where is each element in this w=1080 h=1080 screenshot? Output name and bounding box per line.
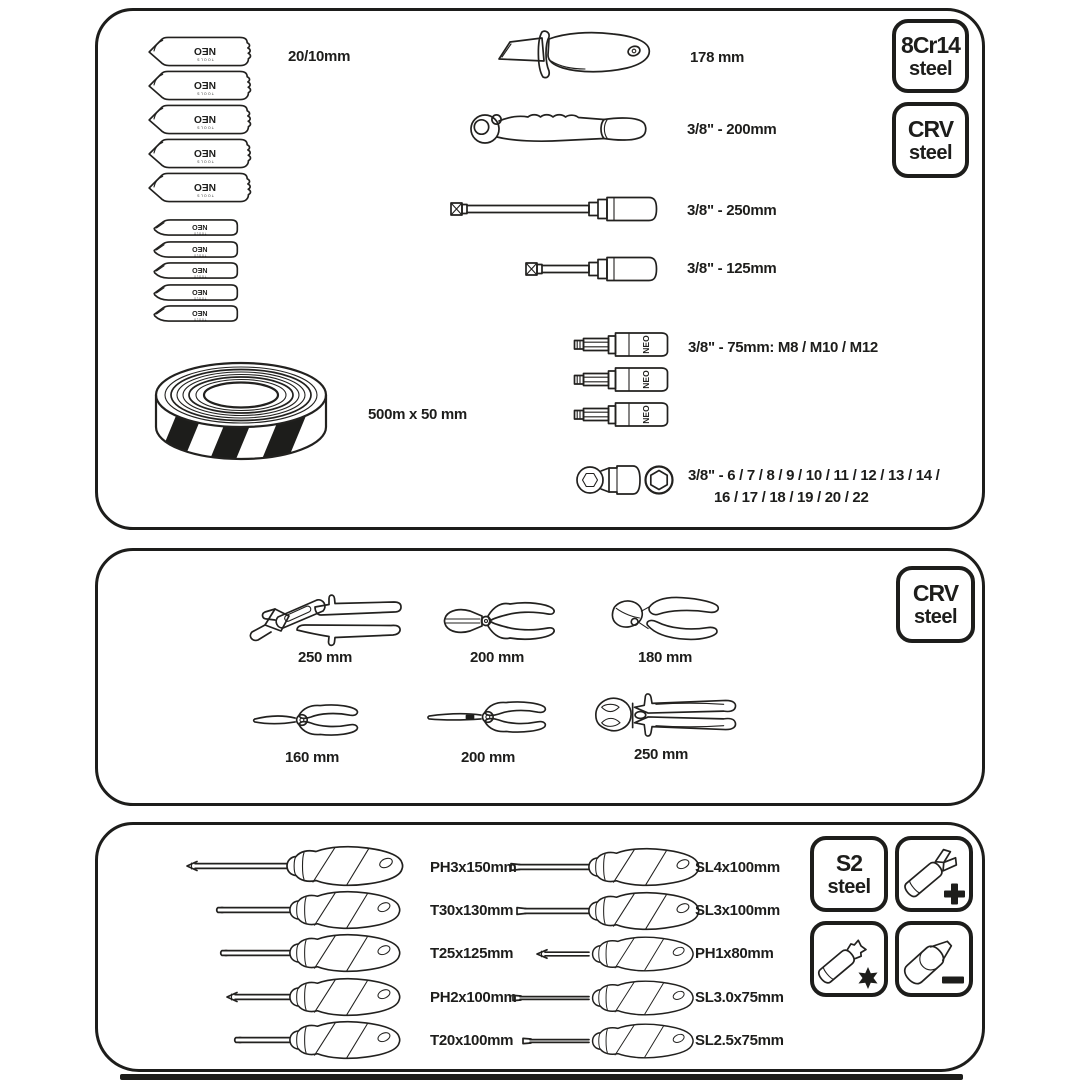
badge-line2: steel (827, 875, 871, 898)
screwdriver-t30-illustration (185, 887, 405, 933)
badge-line2: steel (908, 57, 953, 80)
screwdriver-size-label: T25x125mm (430, 945, 514, 962)
phillips-bit-badge (895, 836, 973, 912)
screwdriver-size-label: T20x100mm (430, 1032, 514, 1049)
pliers-size-label: 200 mm (460, 749, 516, 766)
screwdriver-size-label: SL3.0x75mm (695, 989, 784, 1006)
badge-line1: 8Cr14 (901, 31, 960, 58)
panel-pliers (95, 548, 985, 806)
steel-badge-8cr14 (892, 19, 969, 93)
extension-bar-125-illustration (523, 252, 663, 286)
extension-bar-250-illustration (448, 192, 663, 226)
torx-bit-badge (810, 921, 888, 997)
combination-pliers-illustration (440, 592, 560, 648)
screwdriver-size-label: SL3x100mm (695, 902, 780, 919)
bit-sockets-size-label: 3/8" - 75mm: M8 / M10 / M12 (688, 339, 878, 356)
slotted-bit-icon (900, 925, 968, 993)
pliers-size-label: 250 mm (297, 649, 353, 666)
screwdriver-ph2-illustration (185, 974, 405, 1020)
snap-off-blade-small-4 (150, 283, 242, 302)
long-nose-pliers-200-illustration (424, 690, 569, 744)
pliers-size-label: 250 mm (633, 746, 689, 763)
long-nose-pliers-illustration (250, 694, 375, 746)
steel-badge-crv-top (892, 102, 969, 178)
screwdriver-sl3-illustration (505, 888, 705, 934)
tape-size-label: 500m x 50 mm (368, 406, 467, 423)
screwdriver-ph3-illustration (185, 843, 405, 889)
screwdriver-t25-illustration (185, 930, 405, 976)
blades-size-label: 20/10mm (288, 48, 351, 65)
warning-tape-illustration (148, 356, 334, 466)
bit-socket-m12-illustration (572, 399, 672, 430)
socket-sizes-label-line1: 3/8" - 6 / 7 / 8 / 9 / 10 / 11 / 12 / 13 / 14 / (688, 467, 940, 484)
badge-line1: CRV (912, 580, 959, 606)
cable-knife-illustration (495, 28, 660, 80)
screwdriver-size-label: PH3x150mm (430, 859, 517, 876)
snap-off-blade-small-2 (150, 240, 242, 259)
snap-off-blade-small-5 (150, 304, 242, 323)
knife-size-label: 178 mm (690, 49, 745, 66)
screwdriver-sl4-illustration (505, 844, 705, 890)
snap-off-blade-large-4 (145, 137, 261, 170)
snap-off-blade-large-3 (145, 103, 261, 136)
slotted-bit-badge (895, 921, 973, 997)
bit-socket-m10-illustration (572, 364, 672, 395)
ratchet-illustration (468, 104, 653, 152)
screwdriver-sl25-illustration (505, 1018, 705, 1064)
footer-bar (120, 1074, 963, 1080)
extension-125-size-label: 3/8" - 125mm (687, 260, 777, 277)
diagonal-cutters-illustration (604, 588, 731, 646)
extension-250-size-label: 3/8" - 250mm (687, 202, 777, 219)
snap-off-blade-large-1 (145, 35, 261, 68)
screwdriver-size-label: SL4x100mm (695, 859, 780, 876)
steel-badge-crv-middle (896, 566, 975, 643)
pliers-size-label: 180 mm (637, 649, 693, 666)
screwdriver-size-label: T30x130mm (430, 902, 514, 919)
badge-line1: CRV (907, 115, 954, 142)
steel-badge-s2 (810, 836, 888, 912)
badge-line1: S2 (835, 849, 863, 876)
snap-off-blade-large-5 (145, 171, 261, 204)
screwdriver-size-label: PH1x80mm (695, 945, 774, 962)
torx-bit-icon (815, 925, 883, 993)
badge-line2: steel (913, 606, 958, 628)
hex-socket-illustration (575, 460, 675, 500)
screwdriver-t20-illustration (185, 1017, 405, 1063)
phillips-bit-icon (900, 840, 968, 908)
screwdriver-sl30-illustration (505, 975, 705, 1021)
badge-line2: steel (908, 141, 953, 164)
screwdriver-size-label: PH2x100mm (430, 989, 517, 1006)
screwdriver-ph1-illustration (505, 931, 705, 977)
pliers-size-label: 200 mm (469, 649, 525, 666)
screwdriver-size-label: SL2.5x75mm (695, 1032, 784, 1049)
snap-off-blade-large-2 (145, 69, 261, 102)
bit-socket-m8-illustration (572, 329, 672, 360)
groove-pliers-illustration (245, 583, 405, 647)
cable-cutter-illustration (588, 684, 748, 746)
socket-sizes-label-line2: 16 / 17 / 18 / 19 / 20 / 22 (714, 489, 869, 506)
snap-off-blade-small-1 (150, 218, 242, 237)
snap-off-blade-small-3 (150, 261, 242, 280)
ratchet-size-label: 3/8" - 200mm (687, 121, 777, 138)
pliers-size-label: 160 mm (284, 749, 340, 766)
